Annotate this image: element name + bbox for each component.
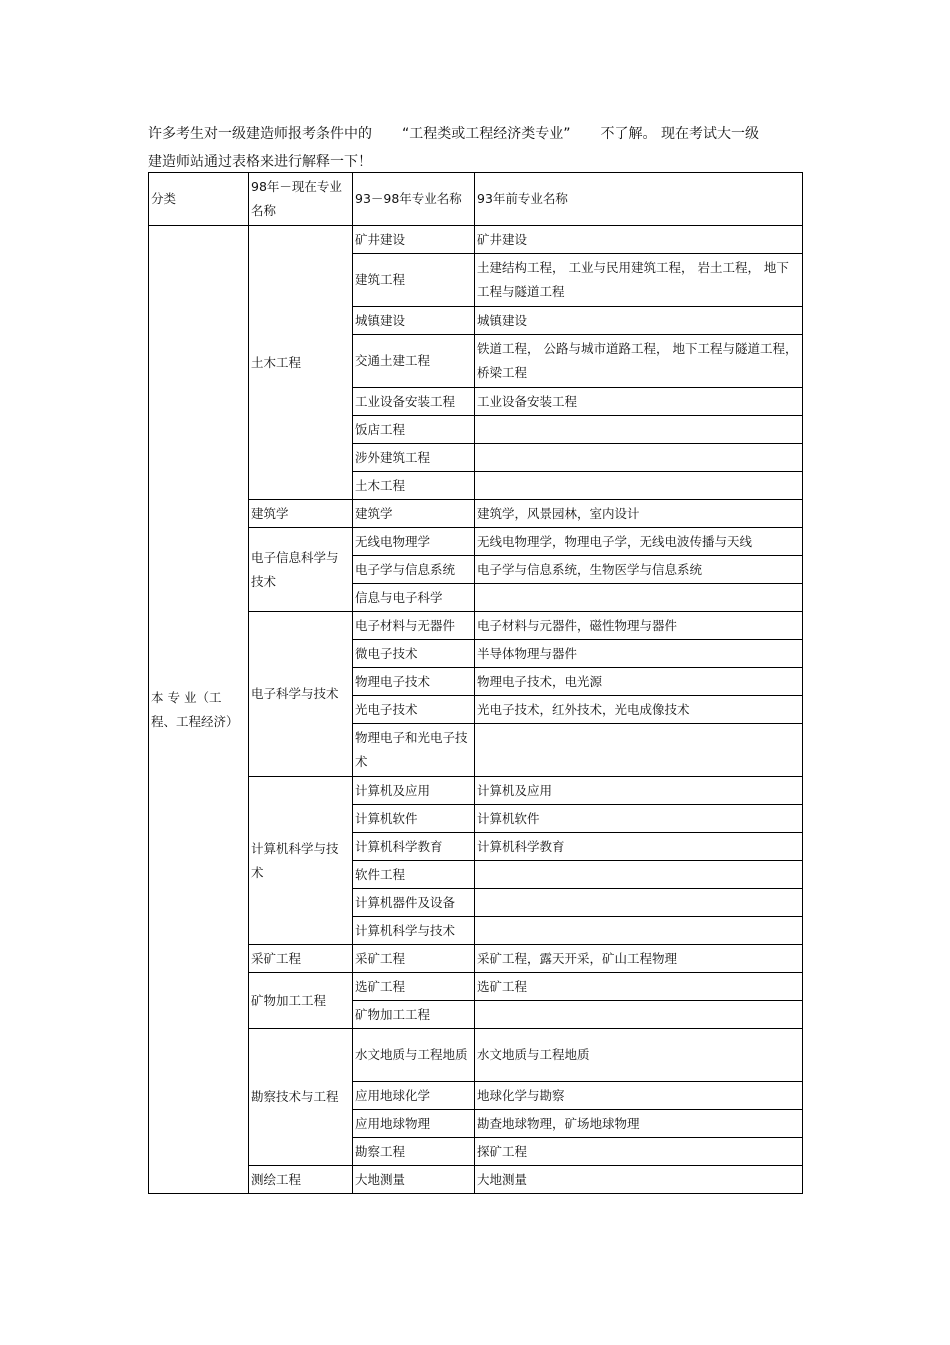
mid-cell: 计算机器件及设备 (353, 889, 475, 917)
mid-cell: 土木工程 (353, 472, 475, 500)
old-cell: 铁道工程， 公路与城市道路工程， 地下工程与隧道工程，桥梁工程 (475, 335, 803, 388)
old-cell: 光电子技术，红外技术，光电成像技术 (475, 696, 803, 724)
old-cell: 矿井建设 (475, 226, 803, 254)
mid-cell: 建筑工程 (353, 254, 475, 307)
old-cell (475, 472, 803, 500)
old-cell (475, 861, 803, 889)
mid-cell: 计算机软件 (353, 805, 475, 833)
old-cell: 选矿工程 (475, 973, 803, 1001)
mid-cell: 无线电物理学 (353, 528, 475, 556)
old-cell: 探矿工程 (475, 1138, 803, 1166)
old-cell: 大地测量 (475, 1166, 803, 1194)
mid-cell: 大地测量 (353, 1166, 475, 1194)
header-category: 分类 (149, 173, 249, 226)
old-cell: 半导体物理与器件 (475, 640, 803, 668)
mid-cell: 建筑学 (353, 500, 475, 528)
mid-cell: 应用地球化学 (353, 1082, 475, 1110)
mid-cell: 软件工程 (353, 861, 475, 889)
intro-text-a: 许多考生对一级建造师报考条件中的 (148, 126, 372, 142)
mid-cell: 微电子技术 (353, 640, 475, 668)
mid-cell: 勘察工程 (353, 1138, 475, 1166)
mid-cell: 物理电子和光电子技术 (353, 724, 475, 777)
group-cehui: 测绘工程 (249, 1166, 353, 1194)
group-dianzi-xinxi: 电子信息科学与技术 (249, 528, 353, 612)
mid-cell: 水文地质与工程地质 (353, 1029, 475, 1082)
mid-cell: 饭店工程 (353, 416, 475, 444)
old-cell: 物理电子技术，电光源 (475, 668, 803, 696)
mid-cell: 交通土建工程 (353, 335, 475, 388)
group-jisuanji: 计算机科学与技术 (249, 777, 353, 945)
intro-line-2: 建造师站通过表格来进行解释一下！ (148, 154, 372, 170)
group-kancha: 勘察技术与工程 (249, 1029, 353, 1166)
header-current: 98年－现在专业名称 (249, 173, 353, 226)
old-cell (475, 889, 803, 917)
old-cell: 无线电物理学，物理电子学，无线电波传播与天线 (475, 528, 803, 556)
mid-cell: 城镇建设 (353, 307, 475, 335)
mid-cell: 选矿工程 (353, 973, 475, 1001)
old-cell (475, 444, 803, 472)
intro-paragraph (148, 120, 808, 176)
mid-cell: 计算机科学教育 (353, 833, 475, 861)
table-row (149, 226, 803, 254)
group-tumu: 土木工程 (249, 226, 353, 500)
old-cell: 计算机科学教育 (475, 833, 803, 861)
group-dianzi-kexue: 电子科学与技术 (249, 612, 353, 777)
group-caikuang: 采矿工程 (249, 945, 353, 973)
old-cell: 地球化学与勘察 (475, 1082, 803, 1110)
old-cell: 计算机及应用 (475, 777, 803, 805)
mid-cell: 涉外建筑工程 (353, 444, 475, 472)
mid-cell: 计算机科学与技术 (353, 917, 475, 945)
old-cell: 水文地质与工程地质 (475, 1029, 803, 1082)
mid-cell: 信息与电子科学 (353, 584, 475, 612)
old-cell: 城镇建设 (475, 307, 803, 335)
mid-cell: 应用地球物理 (353, 1110, 475, 1138)
mid-cell: 光电子技术 (353, 696, 475, 724)
header-old: 93年前专业名称 (475, 173, 803, 226)
header-row (149, 173, 803, 226)
mid-cell: 计算机及应用 (353, 777, 475, 805)
old-cell: 工业设备安装工程 (475, 388, 803, 416)
old-cell: 采矿工程，露天开采，矿山工程物理 (475, 945, 803, 973)
old-cell: 土建结构工程， 工业与民用建筑工程， 岩土工程， 地下工程与隧道工程 (475, 254, 803, 307)
old-cell: 计算机软件 (475, 805, 803, 833)
category-main: 本 专 业（工程、工程经济） (149, 226, 249, 1194)
old-cell: 电子材料与元器件，磁性物理与器件 (475, 612, 803, 640)
old-cell: 勘查地球物理，矿场地球物理 (475, 1110, 803, 1138)
intro-quote: “工程类或工程经济类专业” (402, 126, 571, 142)
old-cell (475, 917, 803, 945)
old-cell: 建筑学，风景园林，室内设计 (475, 500, 803, 528)
mid-cell: 工业设备安装工程 (353, 388, 475, 416)
old-cell (475, 1001, 803, 1029)
mid-cell: 物理电子技术 (353, 668, 475, 696)
old-cell: 电子学与信息系统，生物医学与信息系统 (475, 556, 803, 584)
mid-cell: 矿井建设 (353, 226, 475, 254)
mid-cell: 采矿工程 (353, 945, 475, 973)
old-cell (475, 724, 803, 777)
majors-table (148, 172, 803, 1194)
mid-cell: 电子学与信息系统 (353, 556, 475, 584)
old-cell (475, 584, 803, 612)
header-mid: 93－98年专业名称 (353, 173, 475, 226)
mid-cell: 矿物加工工程 (353, 1001, 475, 1029)
intro-line-1 (148, 120, 808, 148)
group-kuangwu: 矿物加工工程 (249, 973, 353, 1029)
old-cell (475, 416, 803, 444)
mid-cell: 电子材料与无器件 (353, 612, 475, 640)
intro-text-b: 不了解。 现在考试大一级 (600, 126, 759, 142)
group-jianzhu: 建筑学 (249, 500, 353, 528)
